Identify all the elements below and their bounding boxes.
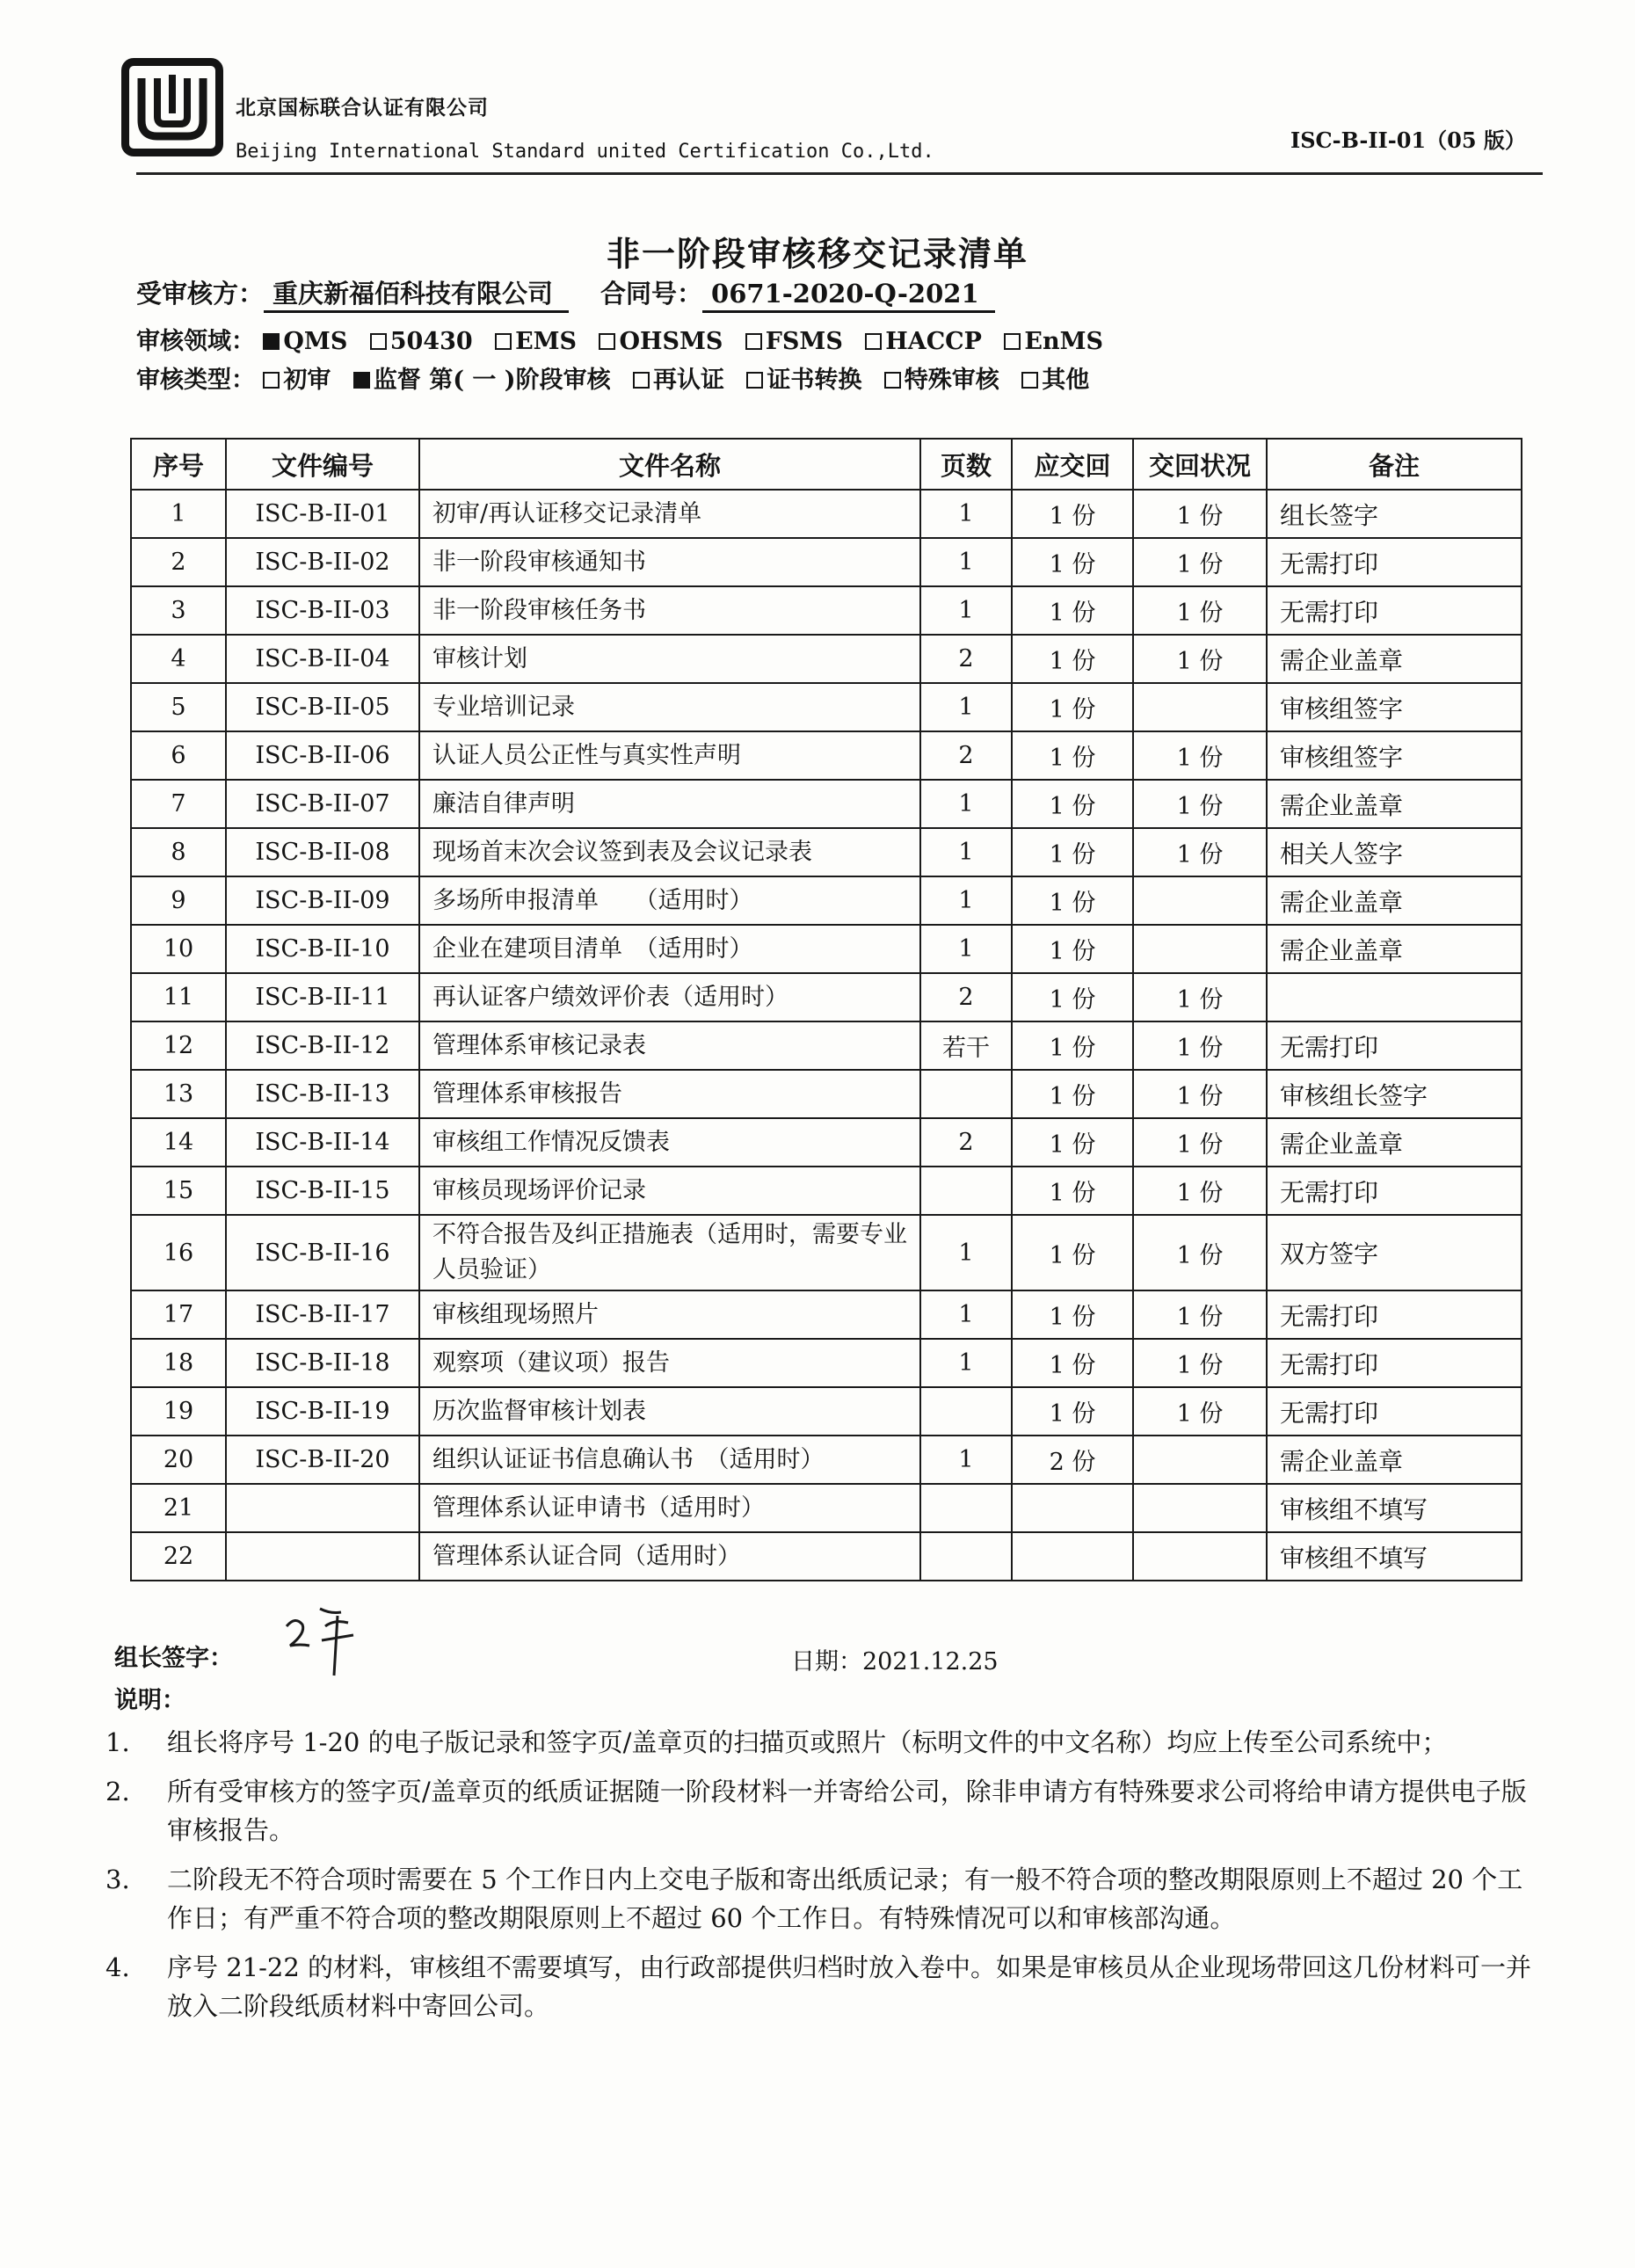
- row-pages: 1: [920, 538, 1012, 586]
- row-note: 需企业盖章: [1267, 925, 1522, 973]
- row-code: ISC-B-II-10: [226, 925, 419, 973]
- row-code: [226, 1532, 419, 1581]
- row-name: 廉洁自律声明: [419, 780, 920, 828]
- row-pages: 1: [920, 683, 1012, 731]
- row-code: ISC-B-II-08: [226, 828, 419, 876]
- note-text: 组长将序号 1-20 的电子版记录和签字页/盖章页的扫描页或照片（标明文件的中文名称）均应上传至公司系统中；: [167, 1727, 1448, 1757]
- row-name: 不符合报告及纠正措施表（适用时，需要专业人员验证）: [419, 1215, 920, 1290]
- row-name: 组织认证证书信息确认书 （适用时）: [419, 1436, 920, 1484]
- row-no: 7: [131, 780, 226, 828]
- row-returned: 1 份: [1133, 828, 1267, 876]
- row-due: 1 份: [1012, 586, 1133, 635]
- row-note: 审核组签字: [1267, 683, 1522, 731]
- row-no: 6: [131, 731, 226, 780]
- row-pages: 1: [920, 586, 1012, 635]
- row-pages: 2: [920, 635, 1012, 683]
- row-note: 需企业盖章: [1267, 780, 1522, 828]
- table-header-row: [131, 439, 1522, 490]
- table-row: [131, 1290, 1522, 1339]
- contract-label: 合同号：: [600, 279, 703, 309]
- row-due: [1012, 1532, 1133, 1581]
- table-row: [131, 1436, 1522, 1484]
- scope-option-haccp: HACCP: [865, 328, 982, 355]
- row-name: 企业在建项目清单 （适用时）: [419, 925, 920, 973]
- header-code: 文件编号: [226, 439, 419, 490]
- type-other: 其他: [1021, 360, 1089, 395]
- table-row: [131, 925, 1522, 973]
- row-due: [1012, 1484, 1133, 1532]
- row-no: 16: [131, 1215, 226, 1290]
- row-note: 无需打印: [1267, 1387, 1522, 1436]
- row-name: 管理体系审核报告: [419, 1070, 920, 1118]
- row-no: 1: [131, 490, 226, 538]
- company-logo: [121, 58, 223, 156]
- unchecked-box-icon: [495, 333, 512, 350]
- row-pages: 2: [920, 731, 1012, 780]
- row-code: ISC-B-II-04: [226, 635, 419, 683]
- table-row: [131, 973, 1522, 1021]
- row-name: 管理体系认证合同（适用时）: [419, 1532, 920, 1581]
- date-field: 日期：2021.12.25: [791, 1648, 999, 1676]
- unchecked-box-icon: [599, 333, 615, 350]
- row-name: 多场所申报清单 （适用时）: [419, 876, 920, 925]
- row-no: 12: [131, 1021, 226, 1070]
- row-note: 需企业盖章: [1267, 635, 1522, 683]
- row-no: 22: [131, 1532, 226, 1581]
- row-name: 管理体系认证申请书（适用时）: [419, 1484, 920, 1532]
- row-due: 1 份: [1012, 876, 1133, 925]
- row-code: ISC-B-II-15: [226, 1167, 419, 1215]
- scope-option-fsms: FSMS: [745, 328, 843, 355]
- table-row: [131, 828, 1522, 876]
- row-note: 相关人签字: [1267, 828, 1522, 876]
- row-returned: 1 份: [1133, 490, 1267, 538]
- audit-scope-row: [136, 322, 1117, 356]
- row-pages: [920, 1387, 1012, 1436]
- scope-option-qms: QMS: [263, 328, 347, 355]
- note-item: [105, 1860, 1547, 1937]
- scope-option-ems: EMS: [495, 328, 577, 355]
- row-name: 审核计划: [419, 635, 920, 683]
- table-row: [131, 1339, 1522, 1387]
- row-note: 无需打印: [1267, 1021, 1522, 1070]
- row-pages: 1: [920, 925, 1012, 973]
- row-due: 1 份: [1012, 925, 1133, 973]
- row-no: 2: [131, 538, 226, 586]
- row-returned: 1 份: [1133, 780, 1267, 828]
- row-name: 审核组工作情况反馈表: [419, 1118, 920, 1167]
- table-row: [131, 1021, 1522, 1070]
- unchecked-box-icon: [745, 333, 762, 350]
- row-due: 1 份: [1012, 1021, 1133, 1070]
- table-row: [131, 876, 1522, 925]
- row-no: 5: [131, 683, 226, 731]
- type-recert: 再认证: [633, 360, 724, 395]
- table-row: [131, 1532, 1522, 1581]
- table-row: [131, 1167, 1522, 1215]
- unchecked-box-icon: [746, 372, 763, 389]
- unchecked-box-icon: [865, 333, 882, 350]
- row-returned: [1133, 1532, 1267, 1581]
- auditee-value: 重庆新福佰科技有限公司: [264, 279, 569, 313]
- note-text: 二阶段无不符合项时需要在 5 个工作日内上交电子版和寄出纸质记录；有一般不符合项的整改期限原则上不超过 20 个工作日；有严重不符合项的整改期限原则上不超过 60 个工作日。有特殊情况可以和审核部沟通。: [167, 1865, 1523, 1933]
- row-code: ISC-B-II-06: [226, 731, 419, 780]
- row-name: 初审/再认证移交记录清单: [419, 490, 920, 538]
- row-name: 专业培训记录: [419, 683, 920, 731]
- note-text: 所有受审核方的签字页/盖章页的纸质证据随一阶段材料一并寄给公司，除非申请方有特殊要求公司将给申请方提供电子版审核报告。: [167, 1777, 1527, 1845]
- type-stage: 第( 一 )阶段审核: [429, 367, 611, 394]
- row-due: 1 份: [1012, 973, 1133, 1021]
- row-due: 1 份: [1012, 1290, 1133, 1339]
- table-row: [131, 780, 1522, 828]
- row-pages: 1: [920, 490, 1012, 538]
- row-code: ISC-B-II-18: [226, 1339, 419, 1387]
- header-due: 应交回: [1012, 439, 1133, 490]
- unchecked-box-icon: [884, 372, 901, 389]
- notes-list: [105, 1723, 1547, 2036]
- header-divider: [136, 172, 1543, 175]
- row-name: 非一阶段审核通知书: [419, 538, 920, 586]
- scope-label: 审核领域：: [136, 328, 255, 355]
- row-no: 19: [131, 1387, 226, 1436]
- auditee-row: [136, 274, 995, 310]
- scope-option-50430: 50430: [370, 328, 473, 355]
- row-code: ISC-B-II-11: [226, 973, 419, 1021]
- table-row: [131, 1387, 1522, 1436]
- table-body: [131, 490, 1522, 1581]
- row-note: [1267, 973, 1522, 1021]
- row-pages: [920, 1070, 1012, 1118]
- row-pages: 1: [920, 828, 1012, 876]
- table-row: [131, 1484, 1522, 1532]
- company-name-en: Beijing International Standard united Certification Co.,Ltd.: [236, 141, 934, 163]
- note-item: [105, 1772, 1547, 1850]
- page-title: 非一阶段审核移交记录清单: [606, 234, 1028, 273]
- type-transfer: 证书转换: [746, 360, 861, 395]
- row-name: 管理体系审核记录表: [419, 1021, 920, 1070]
- row-due: 1 份: [1012, 1118, 1133, 1167]
- row-pages: [920, 1484, 1012, 1532]
- row-name: 历次监督审核计划表: [419, 1387, 920, 1436]
- row-returned: 1 份: [1133, 731, 1267, 780]
- row-note: 无需打印: [1267, 1339, 1522, 1387]
- unchecked-box-icon: [370, 333, 387, 350]
- row-code: ISC-B-II-19: [226, 1387, 419, 1436]
- unchecked-box-icon: [1021, 372, 1038, 389]
- row-name: 认证人员公正性与真实性声明: [419, 731, 920, 780]
- company-name-cn: 北京国标联合认证有限公司: [236, 96, 489, 120]
- type-label: 审核类型：: [136, 367, 255, 394]
- auditee-label: 受审核方：: [136, 279, 265, 309]
- row-no: 17: [131, 1290, 226, 1339]
- row-returned: [1133, 683, 1267, 731]
- row-due: 1 份: [1012, 1215, 1133, 1290]
- header-returned: 交回状况: [1133, 439, 1267, 490]
- row-note: 审核组不填写: [1267, 1484, 1522, 1532]
- row-returned: [1133, 925, 1267, 973]
- row-name: 现场首末次会议签到表及会议记录表: [419, 828, 920, 876]
- row-code: ISC-B-II-05: [226, 683, 419, 731]
- row-pages: 若干: [920, 1021, 1012, 1070]
- row-pages: 1: [920, 1436, 1012, 1484]
- row-name: 非一阶段审核任务书: [419, 586, 920, 635]
- row-returned: 1 份: [1133, 635, 1267, 683]
- type-special: 特殊审核: [884, 360, 999, 395]
- row-pages: 1: [920, 1215, 1012, 1290]
- row-no: 3: [131, 586, 226, 635]
- row-no: 8: [131, 828, 226, 876]
- row-code: [226, 1484, 419, 1532]
- row-pages: 2: [920, 973, 1012, 1021]
- row-note: 审核组签字: [1267, 731, 1522, 780]
- logo-mark-icon: [129, 66, 215, 149]
- row-no: 10: [131, 925, 226, 973]
- row-returned: 1 份: [1133, 1339, 1267, 1387]
- row-note: 审核组不填写: [1267, 1532, 1522, 1581]
- row-note: 无需打印: [1267, 586, 1522, 635]
- type-supervision: 监督 第( 一 )阶段审核: [353, 360, 611, 395]
- row-code: ISC-B-II-20: [226, 1436, 419, 1484]
- row-name: 审核员现场评价记录: [419, 1167, 920, 1215]
- row-code: ISC-B-II-13: [226, 1070, 419, 1118]
- row-code: ISC-B-II-17: [226, 1290, 419, 1339]
- row-note: 需企业盖章: [1267, 876, 1522, 925]
- row-due: 1 份: [1012, 1167, 1133, 1215]
- row-returned: 1 份: [1133, 1387, 1267, 1436]
- row-code: ISC-B-II-12: [226, 1021, 419, 1070]
- row-returned: 1 份: [1133, 1118, 1267, 1167]
- contract-value: 0671-2020-Q-2021: [702, 279, 995, 313]
- scope-option-enms: EnMS: [1004, 328, 1103, 355]
- date-value: 2021.12.25: [862, 1648, 999, 1676]
- row-returned: 1 份: [1133, 1290, 1267, 1339]
- row-returned: 1 份: [1133, 1021, 1267, 1070]
- row-name: 观察项（建议项）报告: [419, 1339, 920, 1387]
- table-row: [131, 731, 1522, 780]
- row-no: 18: [131, 1339, 226, 1387]
- table-row: [131, 1118, 1522, 1167]
- note-item: [105, 1948, 1547, 2025]
- row-pages: [920, 1532, 1012, 1581]
- note-number: 4.: [105, 1952, 130, 1982]
- row-pages: 1: [920, 1290, 1012, 1339]
- transfer-record-table: [130, 438, 1522, 1581]
- row-code: ISC-B-II-07: [226, 780, 419, 828]
- table-row: [131, 635, 1522, 683]
- row-due: 1 份: [1012, 780, 1133, 828]
- header-note: 备注: [1267, 439, 1522, 490]
- row-code: ISC-B-II-02: [226, 538, 419, 586]
- row-no: 20: [131, 1436, 226, 1484]
- note-number: 1.: [105, 1727, 130, 1757]
- row-pages: 2: [920, 1118, 1012, 1167]
- type-initial: 初审: [263, 360, 331, 395]
- row-due: 1 份: [1012, 828, 1133, 876]
- notes-title: 说明：: [114, 1687, 185, 1714]
- table-row: [131, 1070, 1522, 1118]
- unchecked-box-icon: [633, 372, 650, 389]
- row-no: 13: [131, 1070, 226, 1118]
- row-no: 4: [131, 635, 226, 683]
- table-row: [131, 538, 1522, 586]
- header-no: 序号: [131, 439, 226, 490]
- row-returned: 1 份: [1133, 1215, 1267, 1290]
- row-returned: [1133, 1484, 1267, 1532]
- note-number: 3.: [105, 1865, 130, 1894]
- row-no: 15: [131, 1167, 226, 1215]
- row-note: 需企业盖章: [1267, 1436, 1522, 1484]
- checked-box-icon: [263, 333, 280, 350]
- row-no: 9: [131, 876, 226, 925]
- row-returned: 1 份: [1133, 973, 1267, 1021]
- row-code: ISC-B-II-01: [226, 490, 419, 538]
- row-no: 14: [131, 1118, 226, 1167]
- checked-box-icon: [353, 372, 370, 389]
- row-returned: 1 份: [1133, 586, 1267, 635]
- row-due: 1 份: [1012, 490, 1133, 538]
- row-no: 21: [131, 1484, 226, 1532]
- note-number: 2.: [105, 1777, 130, 1806]
- row-due: 2 份: [1012, 1436, 1133, 1484]
- table-row: [131, 683, 1522, 731]
- row-name: 审核组现场照片: [419, 1290, 920, 1339]
- row-due: 1 份: [1012, 1339, 1133, 1387]
- document-code: ISC-B-II-01（05 版）: [1290, 127, 1526, 153]
- row-returned: [1133, 1436, 1267, 1484]
- scope-option-ohsms: OHSMS: [599, 328, 723, 355]
- row-returned: 1 份: [1133, 538, 1267, 586]
- row-due: 1 份: [1012, 1387, 1133, 1436]
- audit-type-row: [136, 360, 1103, 395]
- row-note: 审核组长签字: [1267, 1070, 1522, 1118]
- row-due: 1 份: [1012, 1070, 1133, 1118]
- row-note: 无需打印: [1267, 538, 1522, 586]
- row-note: 无需打印: [1267, 1290, 1522, 1339]
- header-pages: 页数: [920, 439, 1012, 490]
- note-text: 序号 21-22 的材料，审核组不需要填写，由行政部提供归档时放入卷中。如果是审核员从企业现场带回这几份材料可一并放入二阶段纸质材料中寄回公司。: [167, 1952, 1532, 2021]
- row-code: ISC-B-II-09: [226, 876, 419, 925]
- row-returned: [1133, 876, 1267, 925]
- table-row: [131, 490, 1522, 538]
- row-pages: 1: [920, 876, 1012, 925]
- table-row: [131, 586, 1522, 635]
- row-due: 1 份: [1012, 731, 1133, 780]
- leader-signature-label: 组长签字：: [114, 1645, 233, 1672]
- row-name: 再认证客户绩效评价表（适用时）: [419, 973, 920, 1021]
- row-code: ISC-B-II-03: [226, 586, 419, 635]
- row-returned: 1 份: [1133, 1167, 1267, 1215]
- row-pages: [920, 1167, 1012, 1215]
- row-returned: 1 份: [1133, 1070, 1267, 1118]
- handwritten-signature: [280, 1600, 385, 1679]
- note-item: [105, 1723, 1547, 1762]
- unchecked-box-icon: [1004, 333, 1021, 350]
- table-row: [131, 1215, 1522, 1290]
- row-code: ISC-B-II-16: [226, 1215, 419, 1290]
- row-due: 1 份: [1012, 538, 1133, 586]
- header-name: 文件名称: [419, 439, 920, 490]
- row-due: 1 份: [1012, 683, 1133, 731]
- row-note: 组长签字: [1267, 490, 1522, 538]
- row-no: 11: [131, 973, 226, 1021]
- row-pages: 1: [920, 1339, 1012, 1387]
- row-due: 1 份: [1012, 635, 1133, 683]
- row-note: 需企业盖章: [1267, 1118, 1522, 1167]
- row-pages: 1: [920, 780, 1012, 828]
- row-note: 无需打印: [1267, 1167, 1522, 1215]
- row-code: ISC-B-II-14: [226, 1118, 419, 1167]
- row-note: 双方签字: [1267, 1215, 1522, 1290]
- unchecked-box-icon: [263, 372, 280, 389]
